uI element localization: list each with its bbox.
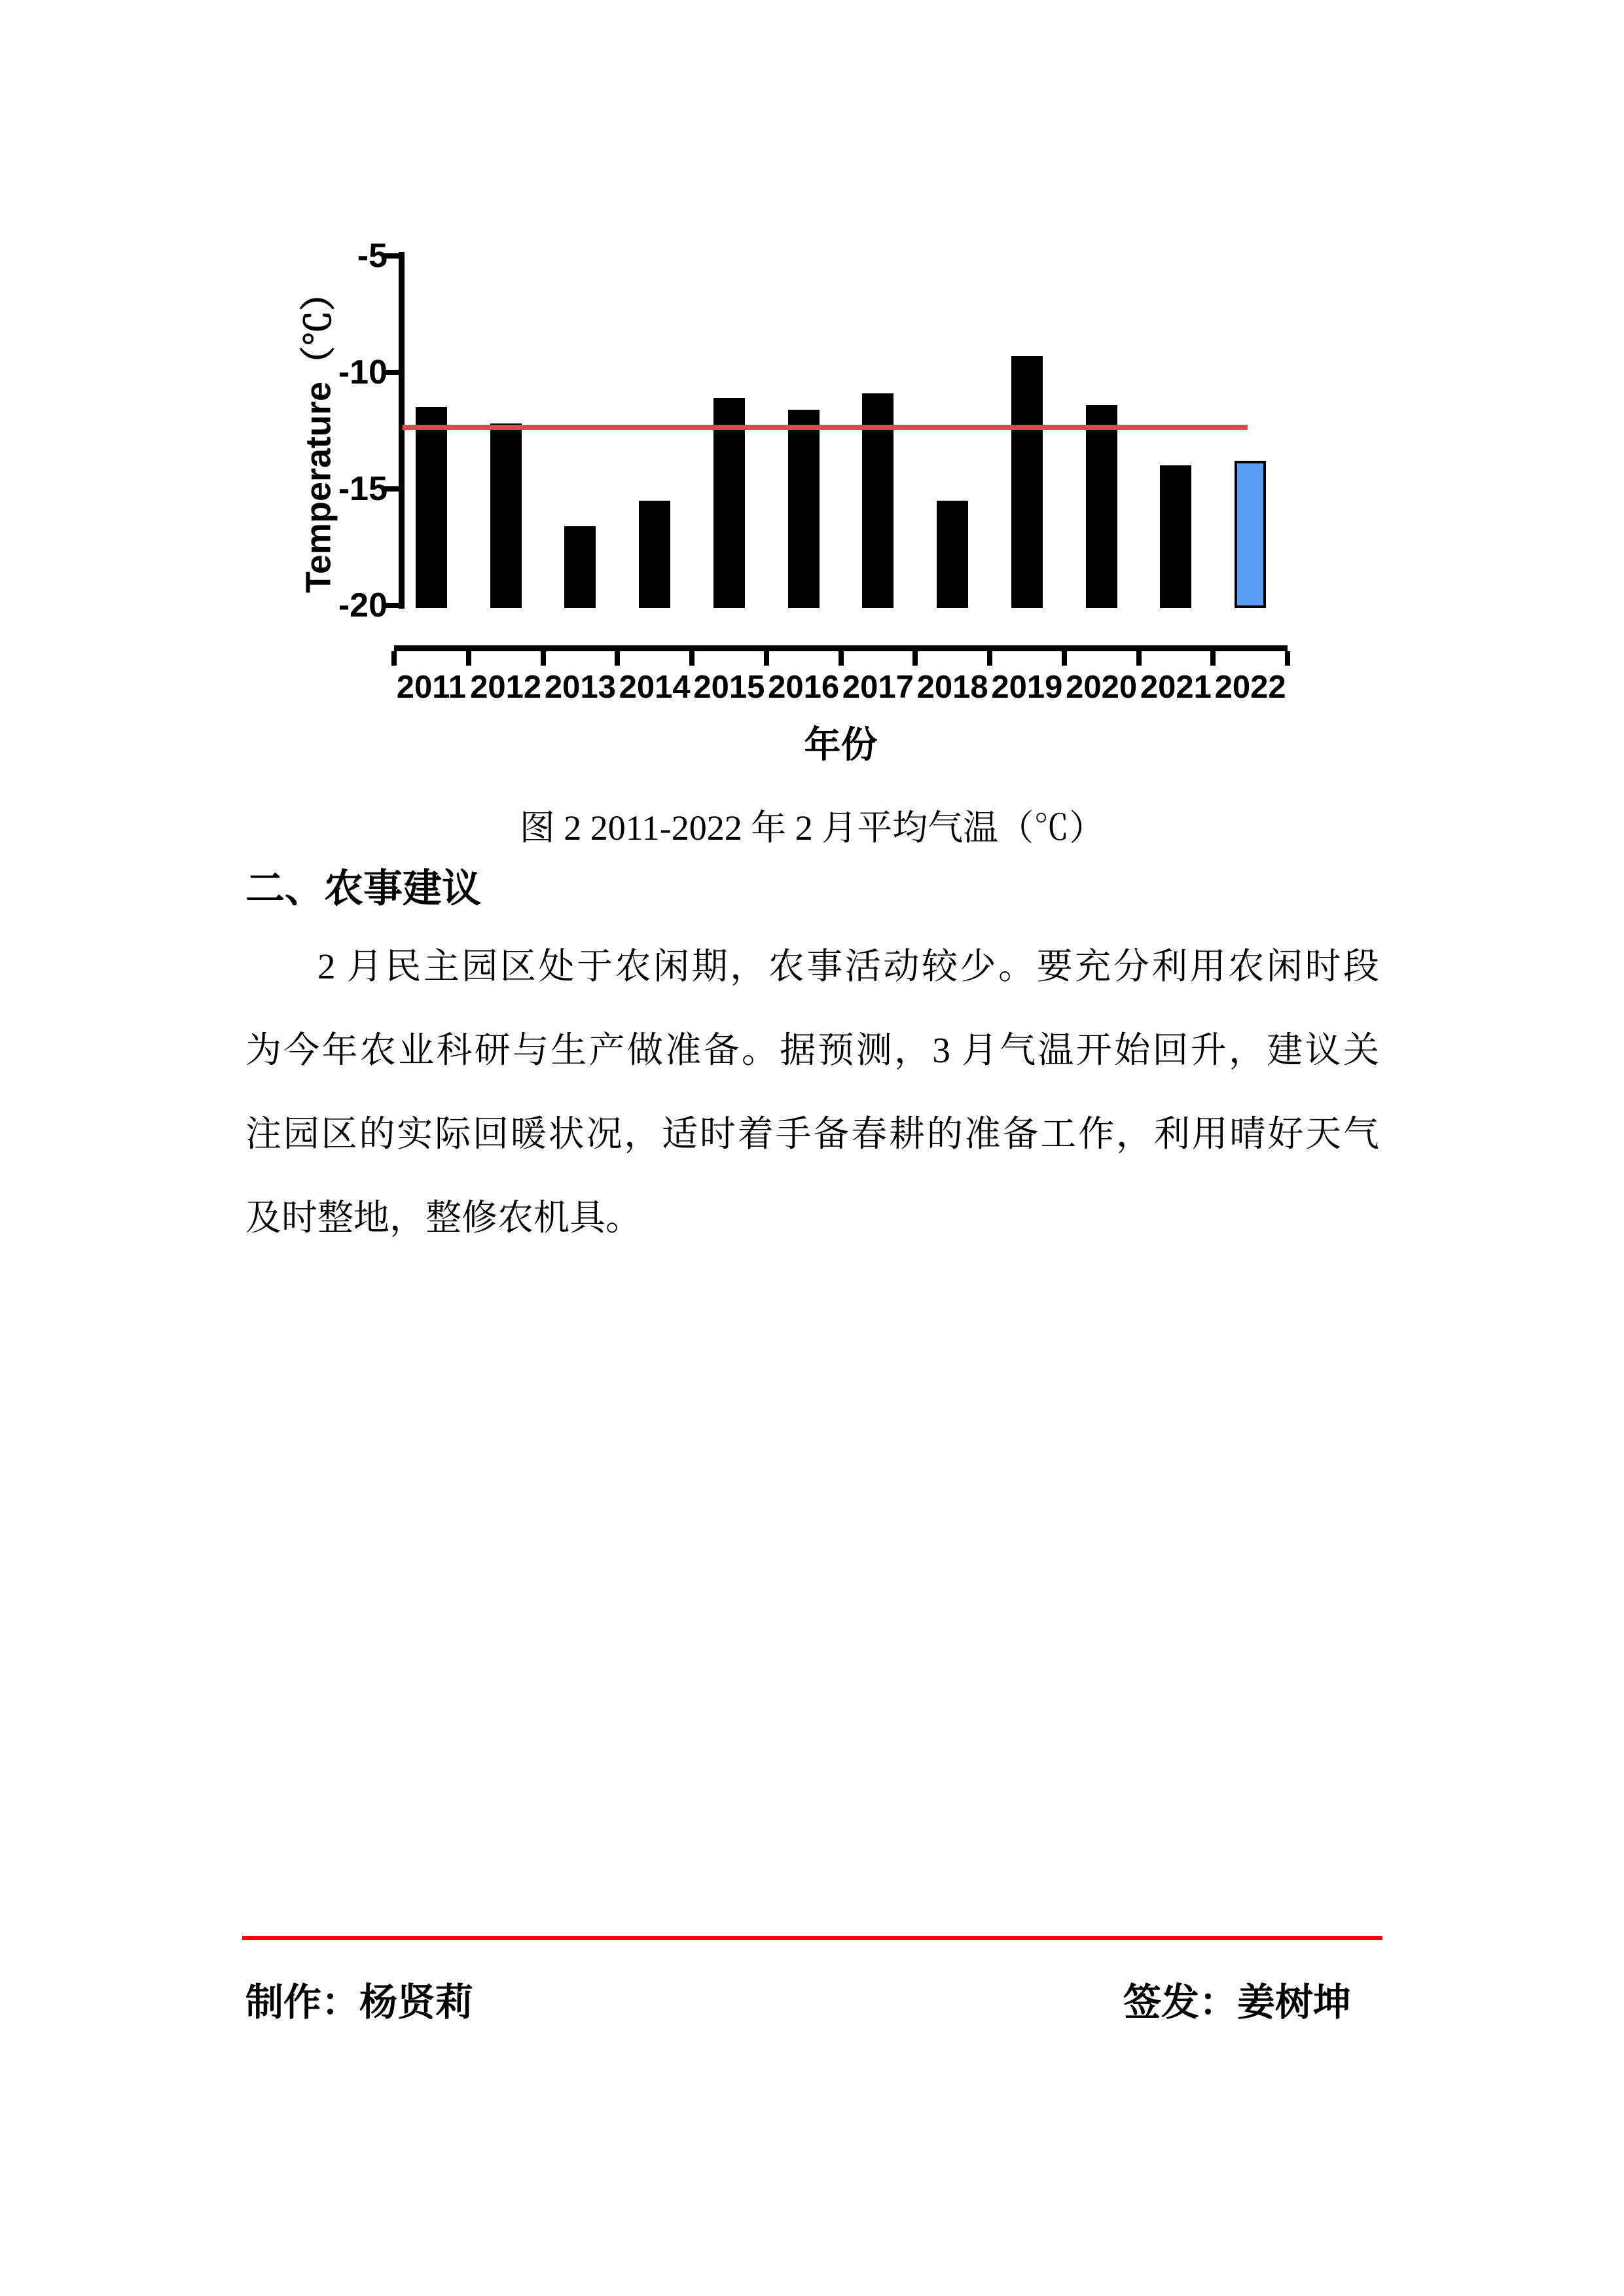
temperature-bar-chart [0, 196, 1624, 785]
x-tick [541, 651, 546, 666]
y-axis-line [399, 252, 405, 609]
x-tick [1210, 651, 1216, 666]
bar-2012 [490, 423, 522, 608]
x-tick [764, 651, 769, 666]
x-tick [615, 651, 620, 666]
section-heading: 二、农事建议 [245, 867, 481, 910]
x-tick [1285, 651, 1290, 666]
bar-2014 [639, 501, 670, 608]
body-paragraph [245, 937, 1379, 1272]
bar-2011 [416, 407, 447, 608]
x-tick [689, 651, 695, 666]
x-tick-label-2021: 2021 [1140, 670, 1212, 705]
x-tick-label-2013: 2013 [544, 670, 616, 705]
x-tick-label-2017: 2017 [842, 670, 914, 705]
x-tick [1062, 651, 1067, 666]
x-tick [987, 651, 992, 666]
y-tick-label: -20 [338, 586, 388, 624]
x-tick-label-2018: 2018 [916, 670, 988, 705]
x-tick-label-2014: 2014 [619, 670, 691, 705]
bar-2018 [937, 501, 968, 608]
bar-2013 [564, 526, 596, 608]
x-axis-line [394, 645, 1288, 651]
paragraph-line-4: 及时整地，整修农机具。 [245, 1198, 642, 1238]
figure-caption: 图 2 2011-2022 年 2 月平均气温（℃） [519, 808, 1105, 848]
x-tick-label-2016: 2016 [768, 670, 840, 705]
x-tick-label-2015: 2015 [693, 670, 765, 705]
paragraph-line-3: 注园区的实际回暖状况，适时着手备春耕的准备工作，利用晴好天气 [245, 1114, 1379, 1154]
x-tick-label-2020: 2020 [1066, 670, 1138, 705]
x-tick-label-2011: 2011 [396, 670, 467, 705]
bar-2019 [1011, 356, 1043, 608]
bar-2022 [1235, 461, 1266, 608]
x-tick-label-2022: 2022 [1214, 670, 1286, 705]
x-tick [912, 651, 918, 666]
x-tick [1136, 651, 1142, 666]
x-axis-title: 年份 [804, 724, 878, 765]
y-tick-label: -10 [338, 353, 388, 391]
y-axis-title: Temperature（℃） [298, 275, 338, 594]
footer-author: 制作：杨贤莉 [245, 1981, 474, 2024]
y-tick-label: -5 [357, 237, 388, 275]
paragraph-line-2: 为今年农业科研与生产做准备。据预测，3 月气温开始回升，建议关 [245, 1030, 1379, 1070]
bar-2020 [1086, 405, 1117, 608]
y-tick-label: -15 [338, 470, 388, 508]
bar-2016 [788, 410, 820, 608]
x-tick-label-2012: 2012 [470, 670, 542, 705]
footer-red-rule [242, 1936, 1382, 1940]
reference-line [403, 425, 1248, 430]
x-tick [466, 651, 471, 666]
paragraph-line-1: 2 月民主园区处于农闲期，农事活动较少。要充分利用农闲时段 [317, 946, 1379, 986]
bar-2021 [1160, 465, 1191, 608]
footer-issuer: 签发：姜树坤 [1123, 1981, 1352, 2024]
x-tick [391, 651, 397, 666]
x-tick [839, 651, 844, 666]
x-tick-label-2019: 2019 [991, 670, 1063, 705]
